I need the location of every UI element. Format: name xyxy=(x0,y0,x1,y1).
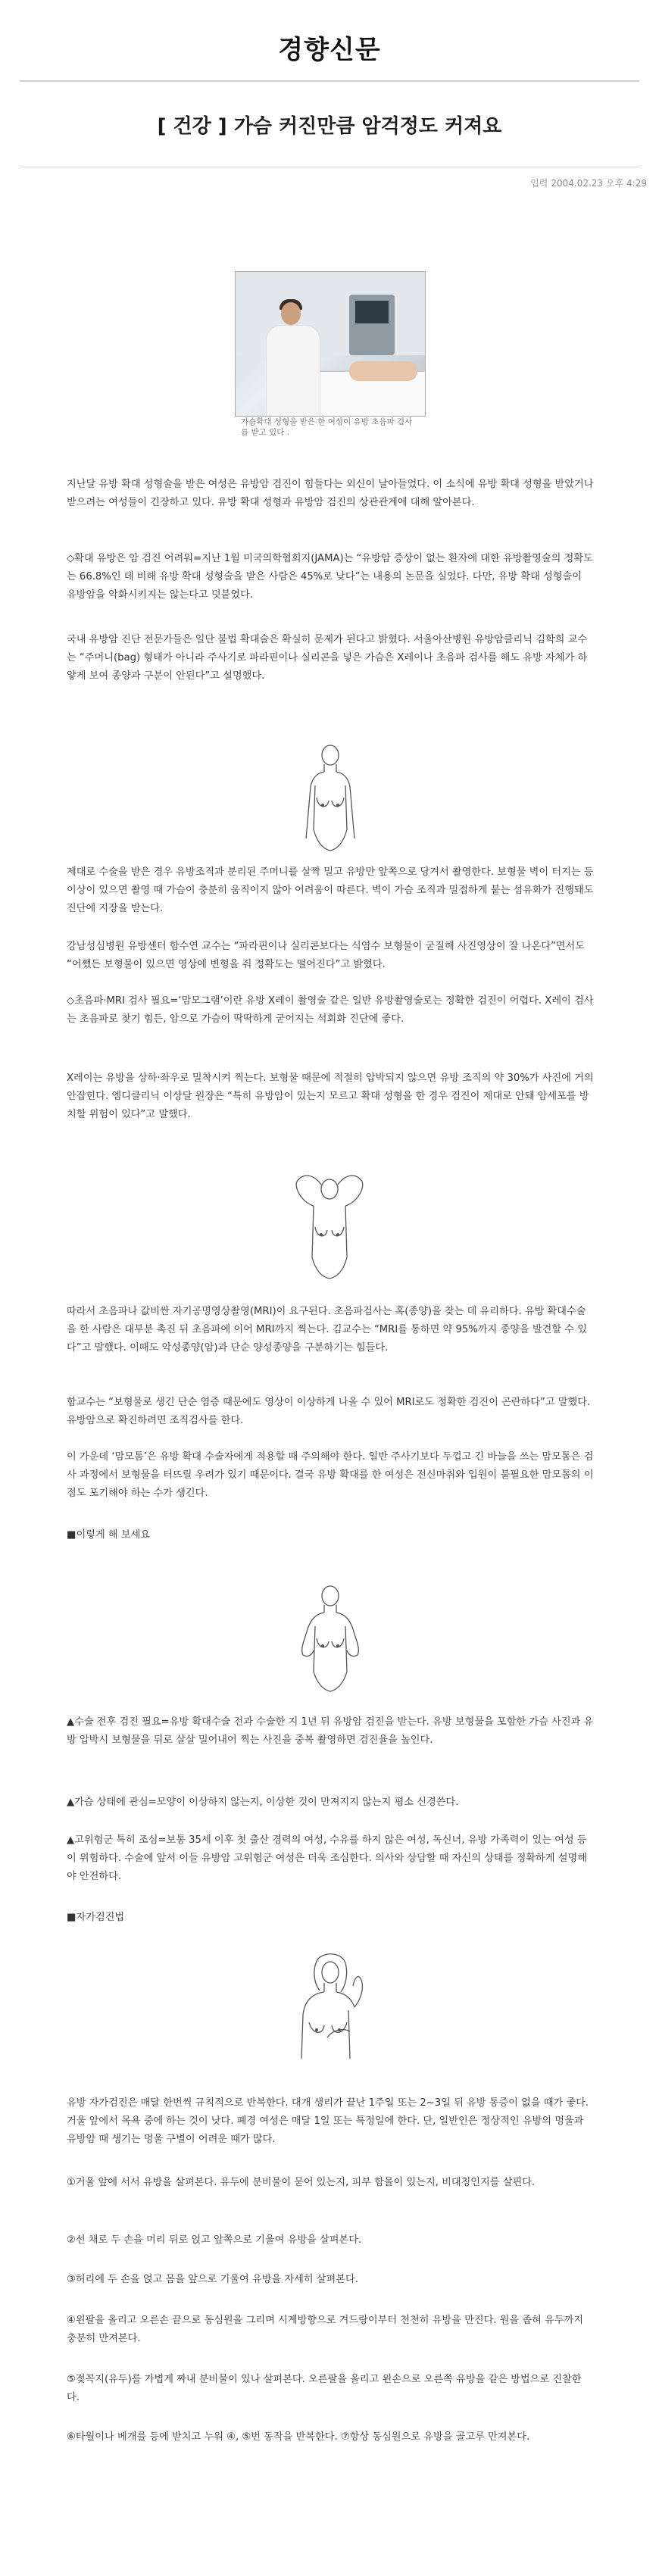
article-dateline xyxy=(527,176,647,189)
article-paragraph: 이 가운데 ‘맘모톰’은 유방 확대 수술자에게 적용할 때 주의해야 한다. 일반 주사기보다 두껍고 긴 바늘을 쓰는 맘모톰은 검사 과정에서 보형물을 터뜨릴 우려가 있기 때문이다. 결국 유방 확대를 한 여성은 전신마취와 입원이 불필요한 맘모톰의 이점도 포기해야 하는 수가 생긴다. xyxy=(67,1451,594,1499)
article-paragraph: ④왼팔을 올리고 오른손 끝으로 동심원을 그리며 시계방향으로 겨드랑이부터 천천히 유방을 만진다. 원을 좁혀 유두까지 충분히 만져본다. xyxy=(67,2315,583,2344)
masthead xyxy=(0,0,659,83)
dateline-time: 오후 4:29 xyxy=(606,178,647,189)
article-paragraph: ⑤젖꼭지(유두)를 가볍게 짜내 분비물이 있나 살펴본다. 오른팔을 올리고 왼손으로 오른쪽 유방을 같은 방법으로 진찰한다. xyxy=(67,2374,582,2403)
breast-exam-figure-3 xyxy=(277,1579,383,1693)
photo-caption: 가슴확대 성형을 받은 한 여성이 유방 초음파 검사를 받고 있다 . xyxy=(241,417,413,437)
article-paragraph: 제대로 수술을 받은 경우 유방조직과 분리된 주머니를 살짝 밀고 유방만 앞쪽으로 당겨서 촬영한다. 보형물 벽이 터지는 등 이상이 있으면 촬영 때 가슴이 충분히 움직이지 않아 어려움이 따른다. 벽이 가슴 조직과 밀접하게 붙는 섬유화가 진행돼도 진단에 지장을 받는다. xyxy=(67,866,594,914)
article-paragraph: 강남성심병원 유방센터 함수연 교수는 “파라핀이나 실리콘보다는 식염수 보형물이 굳질해 사진영상이 잘 나온다”면서도 “어쨌든 보형물이 있으면 영상에 변형을 줘 정확도는 떨어진다”고 밝혔다. xyxy=(67,941,585,970)
patient-figure xyxy=(349,361,417,381)
article-paragraph: ③허리에 두 손을 얹고 몸을 앞으로 기울여 유방을 자세히 살펴본다. xyxy=(67,2274,358,2285)
article-paragraph: 유방 자가검진은 매달 한번씩 규칙적으로 반복한다. 대개 생리가 끝난 1주일 또는 2~3일 뒤 유방 통증이 없을 때가 좋다. 거울 앞에서 목욕 중에 하는 것이 낫다. 폐경 여성은 매달 1일 또는 특정일에 한다. 단, 일반인은 정상적인 유방의 멍울과 유방암 때 생기는 멍울 구별이 어려운 때가 많다. xyxy=(67,2097,589,2145)
dateline-date: 2004.02.23 xyxy=(551,178,604,189)
article-paragraph: ②선 채로 두 손을 머리 뒤로 얹고 앞쪽으로 기울여 유방을 살펴본다. xyxy=(67,2234,362,2246)
section-heading: ■자가검진법 xyxy=(67,1912,125,1923)
self-exam-figure xyxy=(282,1953,380,2066)
article-paragraph: 따라서 초음파나 값비싼 자기공명영상촬영(MRI)이 요구된다. 초음파검사는 혹(종양)을 찾는 데 유리하다. 유방 확대수술을 한 사람은 대부분 촉진 뒤 초음파에 이어 MRI까지 찍는다. 김교수는 “MRI를 통하면 약 95%까지 종양을 발견할 수 있다”고 말했다. 이때도 악성종양(암)과 단순 양성종양을 구분하기는 힘들다. xyxy=(67,1306,587,1354)
breast-exam-figure-1 xyxy=(294,738,367,852)
dateline-label: 입력 xyxy=(530,178,548,189)
article-paragraph: 국내 유방암 진단 전문가들은 일단 불법 확대술은 확실히 문제가 된다고 밝혔다. 서울아산병원 유방암클리닉 김학희 교수는 “주머니(bag) 형태가 아니라 주사기로 파라핀이나 실리콘을 넣은 가슴은 X레이나 초음파 검사를 해도 유방 자체가 하얗게 보여 종양과 구분이 안된다”고 설명했다. xyxy=(67,634,588,682)
article-photo xyxy=(235,271,426,417)
article-paragraph: 지난달 유방 확대 성형술을 받은 여성은 유방암 검진이 힘들다는 외신이 날아들었다. 이 소식에 유방 확대 성형을 받았거나 받으려는 여성들이 긴장하고 있다. 유방 확대 성형과 유방암 검진의 상관관계에 대해 알아본다. xyxy=(67,479,594,508)
article-paragraph: ⑥타월이나 베개를 등에 받치고 누워 ④, ⑤번 동작을 반복한다. ⑦항상 동심원으로 유방을 골고루 만져본다. xyxy=(67,2431,530,2443)
section-heading: ■이렇게 해 보세요 xyxy=(67,1529,151,1541)
article-paragraph: ◇확대 유방은 암 검진 어려워=지난 1월 미국의학협회지(JAMA)는 “유방암 증상이 없는 환자에 대한 유방촬영술의 정확도는 66.8%인 데 비해 유방 확대 성형술을 받은 사람은 45%로 낮다”는 내용의 논문을 실었다. 다만, 유방 확대 성형술이 유방암을 악화시키지는 않는다고 덧붙였다. xyxy=(67,553,593,601)
article-paragraph: ①거울 앞에 서서 유방을 살펴본다. 유두에 분비물이 묻어 있는지, 피부 함몰이 있는지, 비대칭인지를 살핀다. xyxy=(67,2177,536,2188)
masthead-divider xyxy=(20,80,639,82)
breast-exam-figure-2 xyxy=(280,1166,379,1280)
article-paragraph: ◇초음파·MRI 검사 필요=‘맘모그램’이란 유방 X레이 촬영술 같은 일반 유방촬영술로는 정확한 검진이 어렵다. X레이 검사는 초음파로 찾기 힘든, 암으로 가슴이 딱딱하게 굳어지는 석회화 진단에 좋다. xyxy=(67,995,594,1025)
article-paragraph: 함교수는 “보형물로 생긴 단순 염증 때문에도 영상이 이상하게 나올 수 있어 MRI로도 정확한 검진이 곤란하다”고 말했다. 유방암으로 확진하려면 조직검사를 한다. xyxy=(67,1397,591,1426)
ultrasound-screen xyxy=(355,301,389,323)
doctor-figure xyxy=(266,325,320,417)
article-paragraph: ▲가슴 상태에 관심=모양이 이상하지 않는지, 이상한 것이 만져지지 않는지 평소 신경쓴다. xyxy=(67,1797,459,1808)
article-paragraph: ▲수술 전후 검진 필요=유방 확대수술 전과 수술한 지 1년 뒤 유방암 검진을 받는다. 유방 보형물을 포함한 가슴 사진과 유방 압박시 보형물을 뒤로 살살 밀어내어 찍는 사진을 중복 촬영하면 검진율을 높인다. xyxy=(67,1716,594,1746)
article-paragraph: X레이는 유방을 상하·좌우로 밀착시켜 찍는다. 보형물 때문에 적절히 압박되지 않으면 유방 조직의 약 30%가 사진에 거의 안잡힌다. 엠디클리닉 이상달 원장은 “특히 유방암이 있는지 모르고 확대 성형을 한 경우 검진이 제대로 안돼 암세포를 방치할 위험이 있다”고 말했다. xyxy=(67,1073,594,1120)
article-headline: [ 건강 ] 가슴 커진만큼 암걱정도 커져요 xyxy=(157,115,502,138)
newspaper-logo[interactable]: 경향신문 xyxy=(278,35,381,65)
article-paragraph: ▲고위험군 특히 조심=보통 35세 이후 첫 출산 경력의 여성, 수유를 하지 않은 여성, 독신녀, 유방 가족력이 있는 여성 등이 위험하다. 수술에 앞서 이들 유방암 고위험군 여성은 더욱 조심한다. 의사와 상담할 때 자신의 상태를 정확하게 설명해야 안전하다. xyxy=(67,1834,587,1882)
